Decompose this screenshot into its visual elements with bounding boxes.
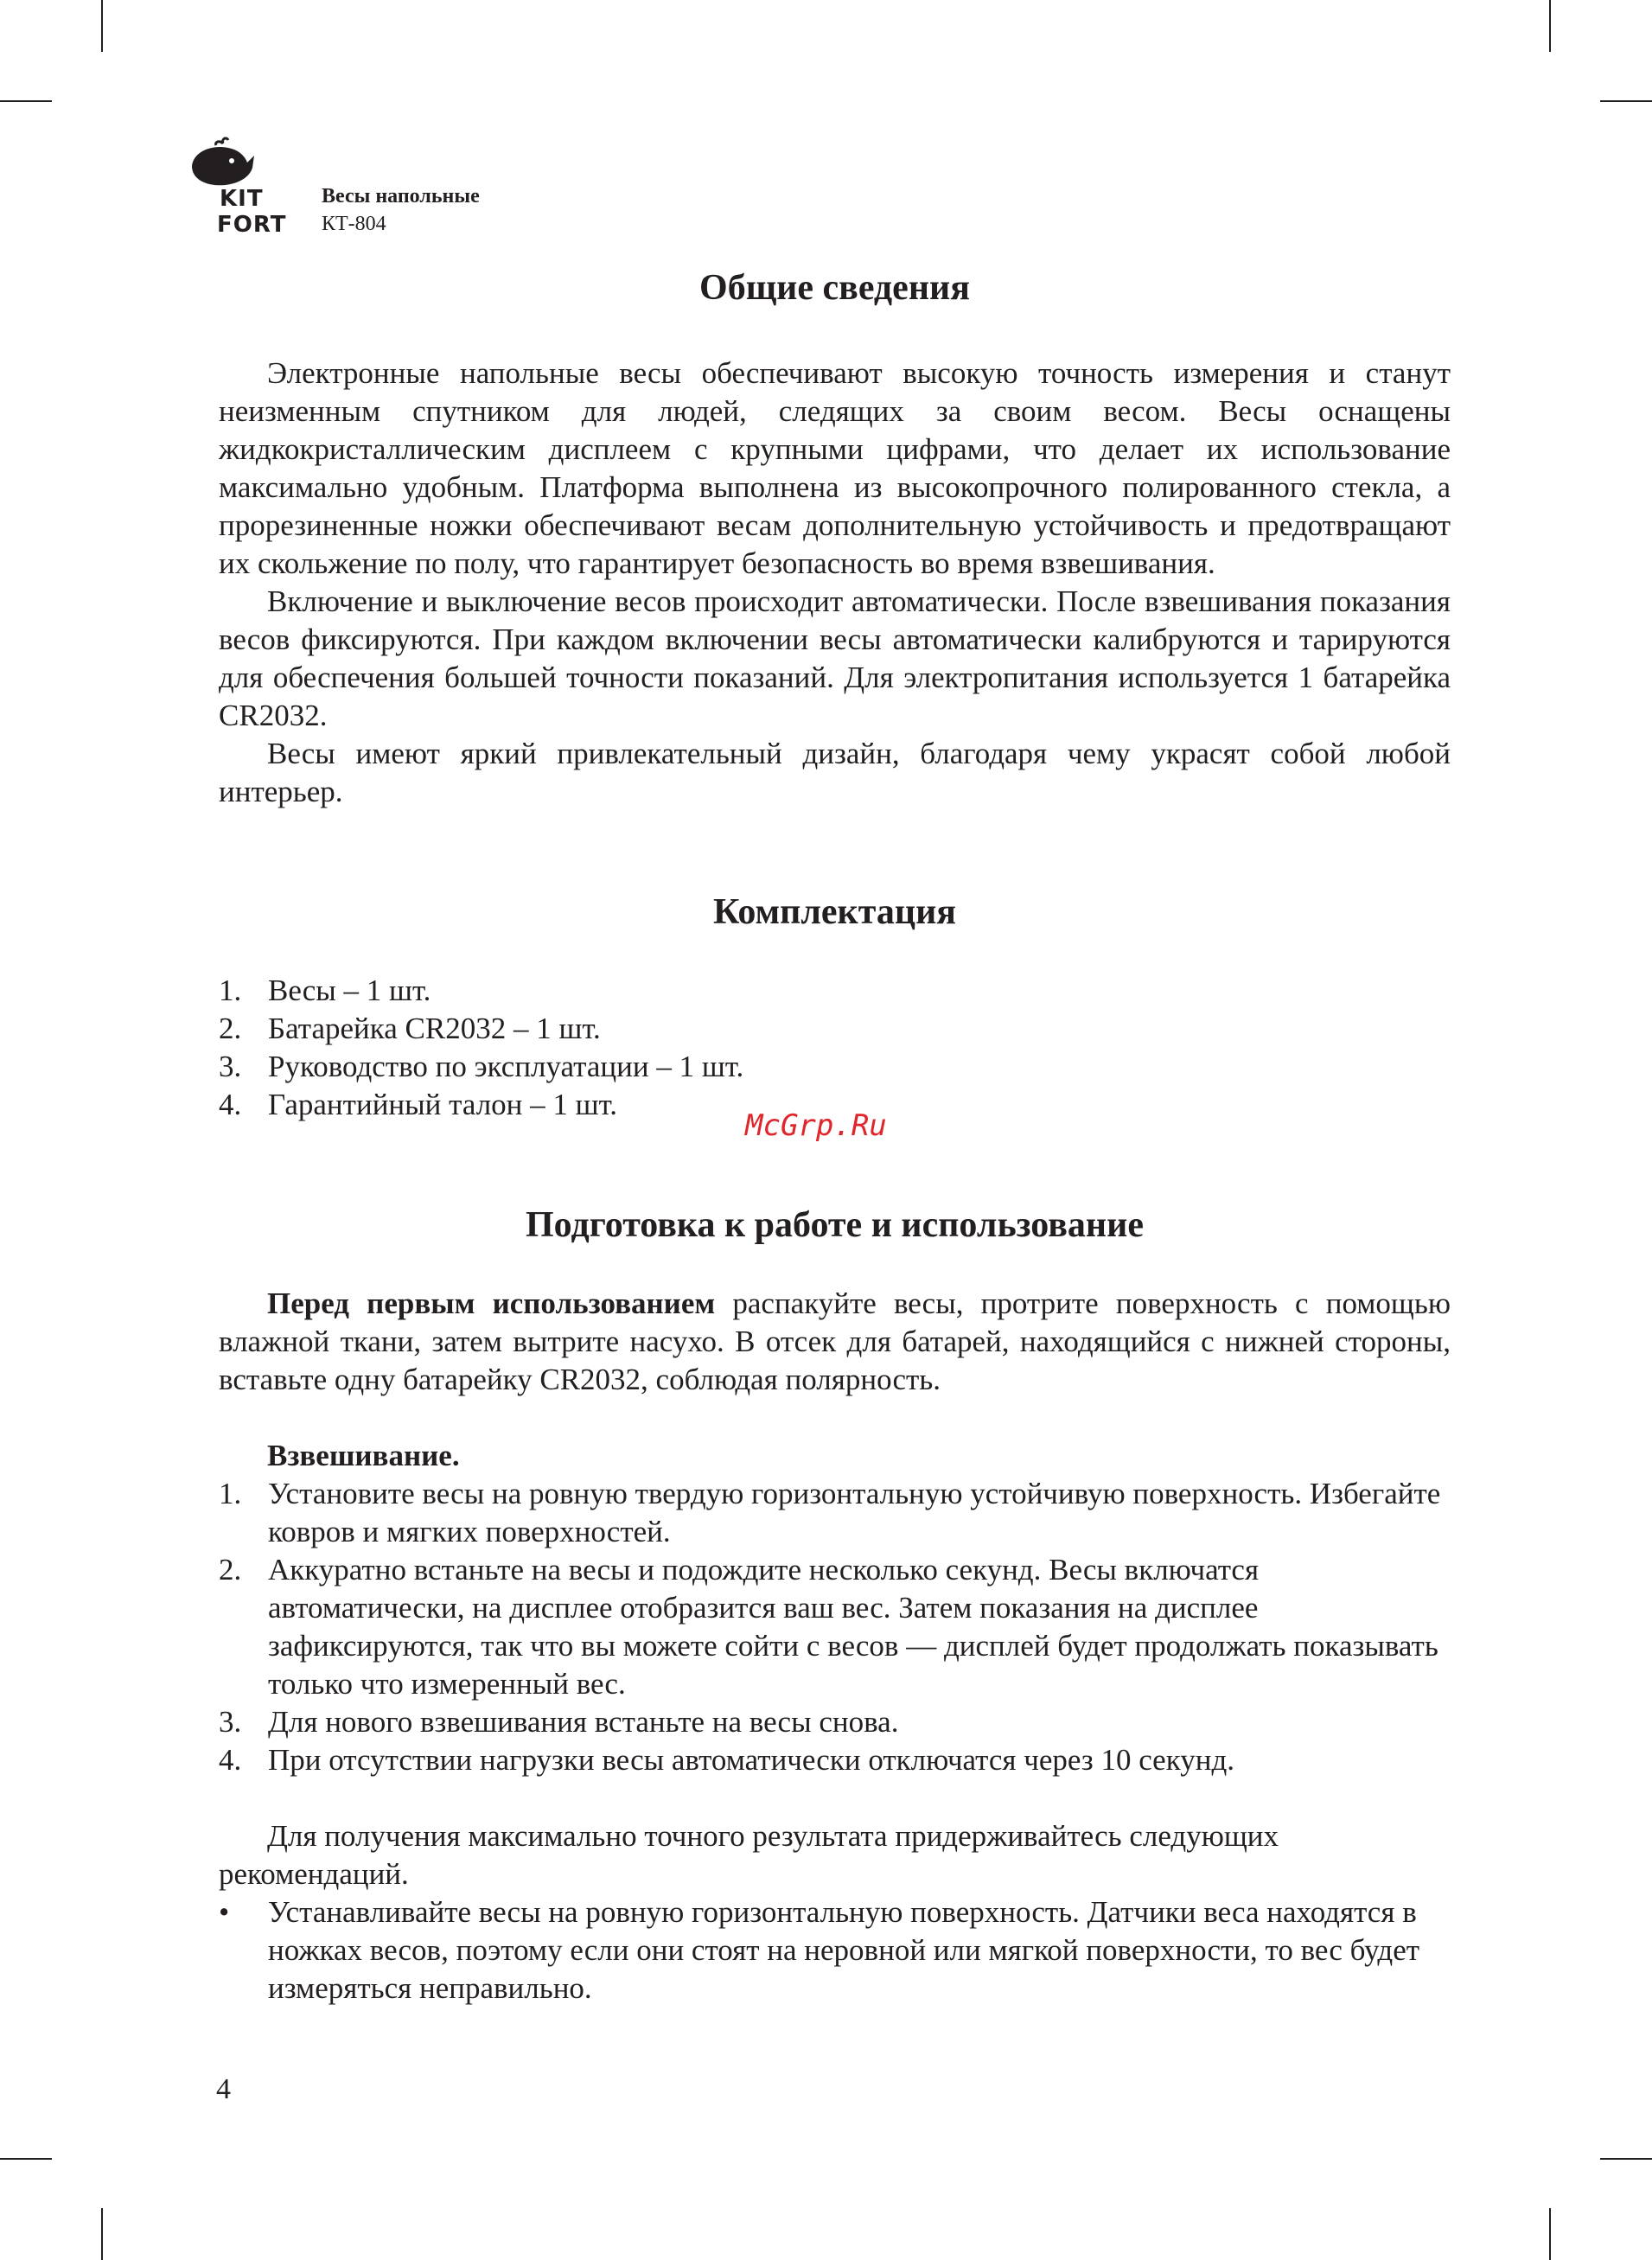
crop-mark <box>1600 100 1652 102</box>
recommendations-list <box>219 1893 1451 2008</box>
list-item: 4. При отсутствии нагрузки весы автоматически отключатся через 10 секунд. <box>219 1743 1235 1777</box>
paragraph: Перед первым использованием распакуйте весы, протрите поверхность с помощью влажной ткани, затем вытрите насухо. В отсек для батарей, находящийся с нижней стороны, вставьте одну батарейку CR2032, соблюдая полярность. <box>219 1286 1451 1396</box>
list-item: 3. Для нового взвешивания встаньте на весы снова. <box>219 1705 899 1739</box>
paragraph: Весы имеют яркий привлекательный дизайн, благодаря чему украсят собой любой интерьер. <box>219 737 1451 808</box>
watermark: McGrp.Ru <box>745 1108 887 1143</box>
crop-mark <box>0 100 52 102</box>
package-list <box>219 972 1451 1124</box>
paragraph: Включение и выключение весов происходит автоматически. После взвешивания показания весов фиксируются. При каждом включении весы автоматически калибруются и тарируются для обеспечения большей точности показаний. Для электропитания используется 1 батарейка CR2032. <box>219 584 1451 732</box>
list-item: 1. Весы – 1 шт. <box>219 974 431 1007</box>
product-model: КТ-804 <box>322 213 386 235</box>
crop-mark <box>1549 0 1551 52</box>
crop-mark <box>1549 2208 1551 2260</box>
logo-text-fort: FORT <box>217 212 287 238</box>
crop-mark <box>0 2158 52 2160</box>
list-item: 3. Руководство по эксплуатации – 1 шт. <box>219 1050 744 1083</box>
crop-mark <box>1600 2158 1652 2160</box>
crop-mark <box>101 2208 103 2260</box>
section-title-usage: Подготовка к работе и использование <box>526 1205 1144 1245</box>
whale-logo-icon <box>188 137 258 188</box>
document-header <box>188 137 621 240</box>
paragraph: Электронные напольные весы обеспечивают высокую точность измерения и станут неизменным спутником для людей, следящих за своим весом. Весы оснащены жидкокристаллическим дисплеем с крупными цифрами, что делает их использование максимально удобным. Платформа выполнена из высокопрочного полированного стекла, а прорезиненные ножки обеспечивают весам дополнительную устойчивость и предотвращают их скольжение по полу, что гарантирует безопасность во время взвешивания. <box>219 356 1451 580</box>
section-title-package: Комплектация <box>712 892 957 932</box>
crop-mark <box>101 0 103 52</box>
list-item: • Устанавливайте весы на ровную горизонтальную поверхность. Датчики веса находятся в ножках весов, поэтому если они стоят на неровной или мягкой поверхности, то вес будет измеряться неправильно. <box>219 1895 1420 2005</box>
weighing-steps-list <box>219 1475 1451 1779</box>
subsection-title-weighing: Взвешивание. <box>267 1439 460 1472</box>
section-title-general: Общие сведения <box>699 268 970 308</box>
list-item: 2. Аккуратно встаньте на весы и подождите несколько секунд. Весы включатся автоматически, на дисплее отобразится ваш вес. Затем показания на дисплее зафиксируются, так что вы можете сойти с весов — дисплей будет продолжать показывать только что измеренный вес. <box>219 1553 1438 1701</box>
list-item: 2. Батарейка CR2032 – 1 шт. <box>219 1012 601 1045</box>
list-item: 1. Установите весы на ровную твердую горизонтальную устойчивую поверхность. Избегайте ковров и мягких поверхностей. <box>219 1477 1441 1548</box>
logo-text-kit: KIT <box>220 186 264 212</box>
product-title: Весы напольные <box>322 185 480 207</box>
page-number: 4 <box>216 2073 231 2105</box>
paragraph: Для получения максимально точного результата придерживайтесь следующих рекомендаций. <box>219 1819 1279 1891</box>
list-item: 4. Гарантийный талон – 1 шт. <box>219 1088 618 1121</box>
